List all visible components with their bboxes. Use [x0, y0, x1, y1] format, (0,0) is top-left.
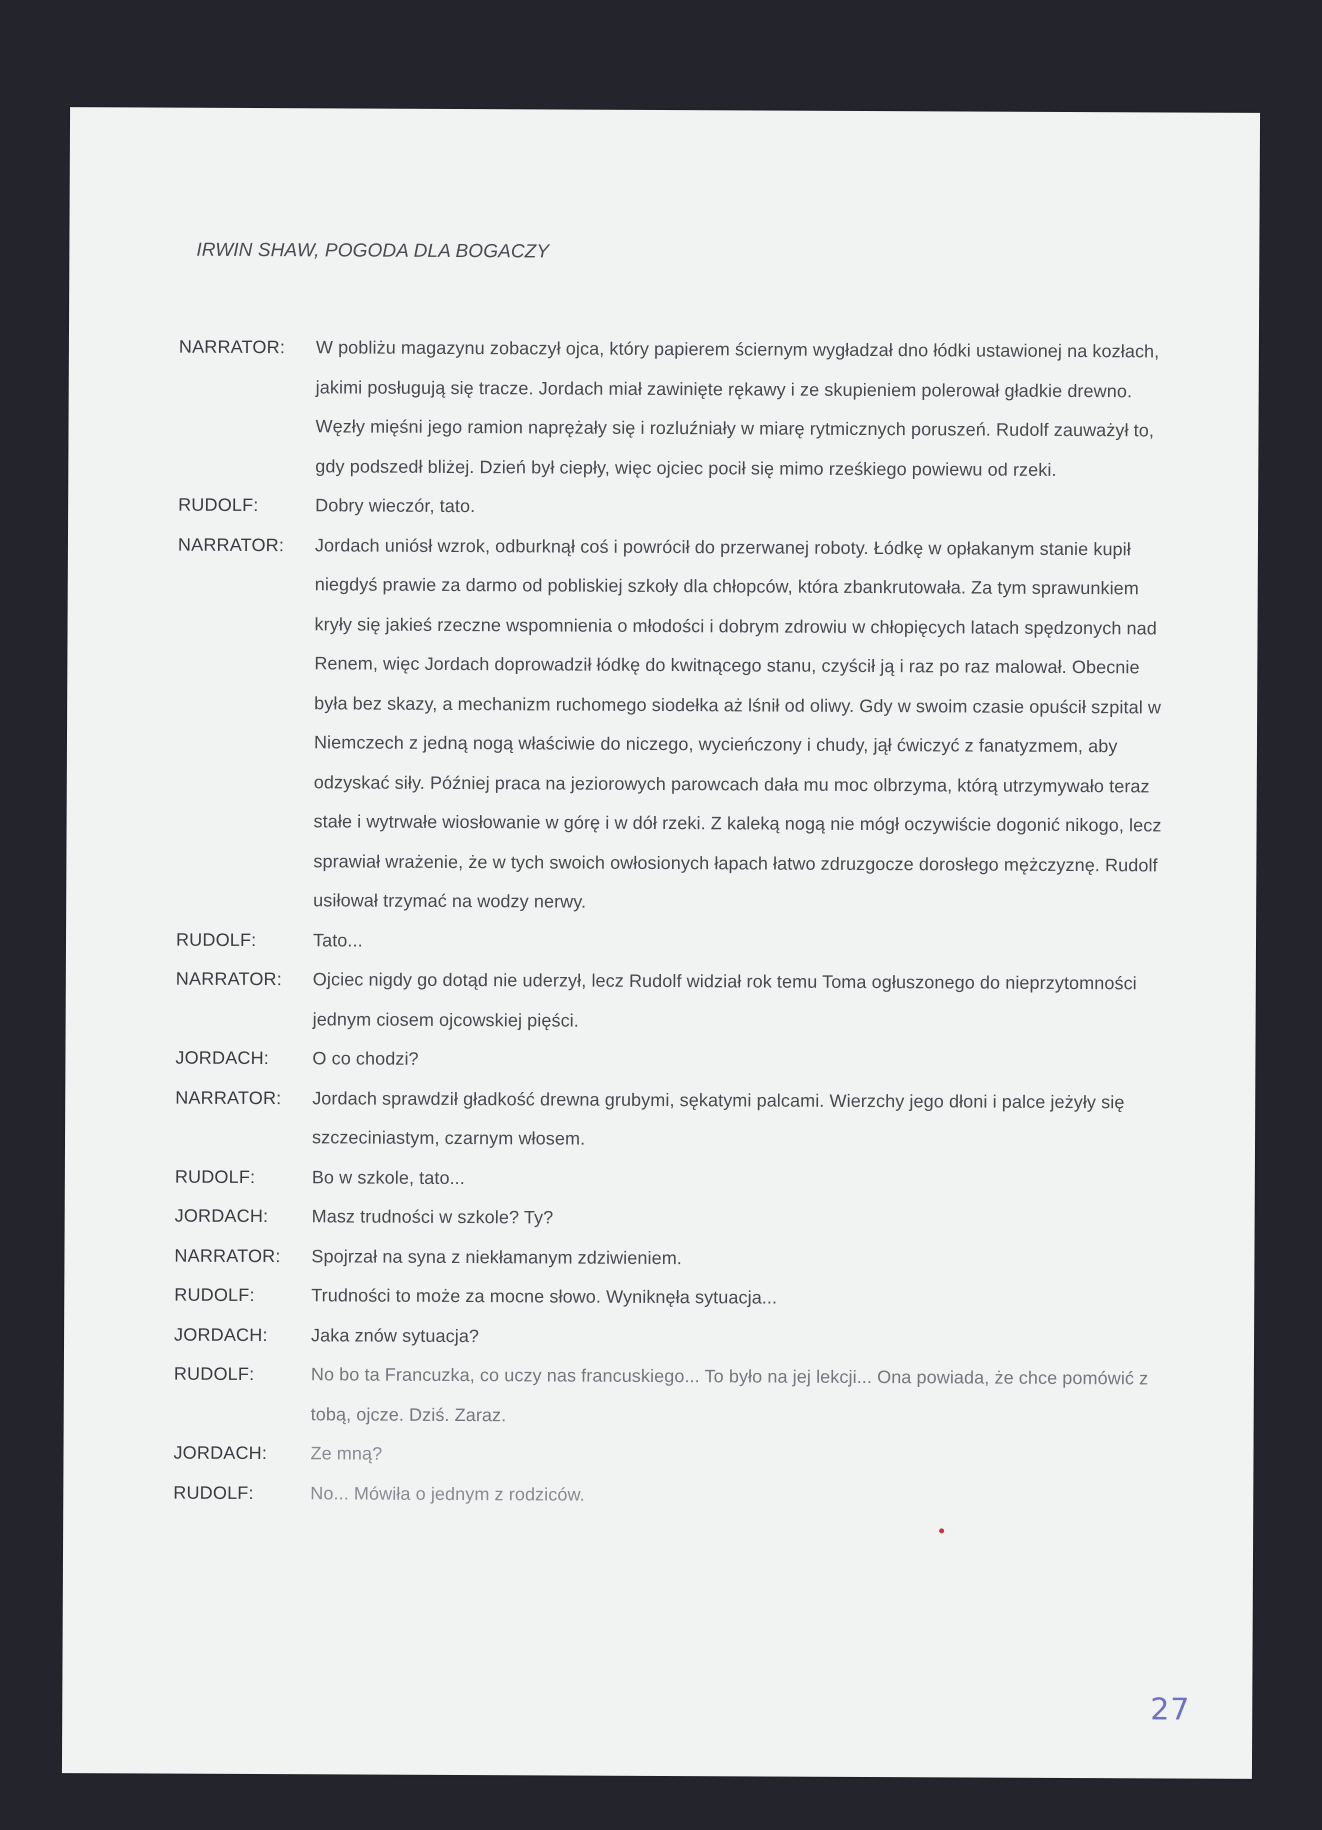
speaker-label: JORDACH:	[175, 1047, 270, 1069]
speech-text: Ze mną?	[310, 1443, 383, 1464]
speech-text: Trudności to może za mocne słowo. Wyniknęła sytuacja...	[311, 1285, 778, 1308]
dialogue-entry	[174, 1315, 1174, 1359]
dialogue-entry	[176, 920, 1176, 964]
dialogue-entry	[175, 1039, 1175, 1083]
speaker-label: JORDACH:	[174, 1324, 268, 1345]
speech-text: Spojrzał na syna z niekłamanym zdziwieniem.	[311, 1245, 682, 1268]
speaker-label: RUDOLF:	[173, 1363, 255, 1385]
speaker-label: NARRATOR:	[174, 1245, 281, 1266]
speech-text: Masz trudności w szkole? Ty?	[311, 1206, 554, 1228]
dialogue-script	[173, 328, 1179, 1518]
dialogue-entry	[175, 1157, 1175, 1201]
speaker-label: RUDOLF:	[178, 494, 259, 516]
speech-text: Jordach sprawdził gładkość drewna grubymi, sękatymi palcami. Wierzchy jego dłoni i palce jeżyły się szczeciniastym, czarnym włosem.	[311, 1087, 1125, 1149]
speech-text: Bo w szkole, tato...	[311, 1166, 465, 1188]
speaker-label: RUDOLF:	[173, 1482, 254, 1503]
paper-sheet	[62, 107, 1260, 1779]
speech-text: No bo ta Francuzka, co uczy nas francuskiego... To było na jej lekcji... Ona powiada, że chce pomówić z tobą, ojcze. Dziś. Zaraz.	[310, 1364, 1149, 1425]
dialogue-entry	[178, 486, 1178, 530]
speaker-label: NARRATOR:	[178, 336, 286, 358]
dialogue-entry	[173, 1434, 1173, 1478]
handwritten-page-number: 27	[1150, 1692, 1191, 1728]
dialogue-entry	[174, 1236, 1174, 1280]
speaker-label: NARRATOR:	[175, 1087, 282, 1108]
speech-text: No... Mówiła o jednym z rodziców.	[310, 1482, 585, 1505]
red-ink-dot	[939, 1528, 944, 1533]
dialogue-entry	[174, 1355, 1174, 1439]
speaker-label: NARRATOR:	[177, 534, 285, 555]
dialogue-entry	[176, 525, 1178, 925]
speech-text: O co chodzi?	[312, 1048, 419, 1069]
dialogue-entry	[173, 1473, 1173, 1517]
speech-text: Ojciec nigdy go dotąd nie uderzył, lecz Rudolf widział rok temu Toma ogłuszonego do nieprzytomności jednym ciosem ojcowskiej pięści.	[312, 969, 1137, 1031]
speaker-label: JORDACH:	[174, 1205, 269, 1227]
dialogue-entry	[178, 328, 1179, 491]
dialogue-entry	[175, 1197, 1175, 1241]
dialogue-entry	[175, 1078, 1175, 1162]
speaker-label: RUDOLF:	[174, 1284, 255, 1306]
speaker-label: RUDOLF:	[174, 1166, 256, 1187]
document-title: IRWIN SHAW, POGODA DLA BOGACZY	[196, 239, 550, 263]
speech-text: W pobliżu magazynu zobaczył ojca, który papierem ściernym wygładzał dno łódki ustawionej na kozłach, jakimi posługują się tracze. Jordach miał zawinięte rękawy i ze skupieniem polerował gładkie drewno. Węzły mięśni jego ramion naprężały się i rozluźniały w miarę rytmicznych poruszeń. Rudolf zauważył to, gdy podszedł bliżej. Dzień był ciepły, więc ojciec pocił się mimo rześkiego powiewu od rzeki.	[315, 337, 1160, 480]
speech-text: Jordach uniósł wzrok, odburknął coś i powrócił do przerwanej roboty. Łódkę w opłakanym stanie kupił niegdyś prawie za darmo od pobliskiej szkoły dla chłopców, która zbankrutowała. Za tym sprawunkiem kryły się jakieś rzeczne wspomnienia o młodości i dobrym zdrowiu w chłopięcych latach spędzonych nad Renem, więc Jordach doprowadził łódkę do kwitnącego stanu, czyścił ją i raz po raz malował. Obecnie była bez skazy, a mechanizm ruchomego siodełka aż lśnił od oliwy. Gdy w swoim czasie opuścił szpital w Niemczech z jedną nogą właściwie do niczego, wycieńczony i chudy, jął ćwiczyć z fanatyzmem, aby odzyskać siły. Później praca na jeziorowych parowcach dała mu moc olbrzyma, którą utrzymywało teraz stałe i wytrwałe wiosłowanie w górę i w dół rzeki. Z kaleką nogą nie mógł oczywiście dogonić nikogo, lecz sprawiał wrażenie, że w tych swoich owłosionych łapach łatwo zdruzgocze dorosłego mężczyznę. Rudolf usiłował trzymać na wodzy nerwy.	[313, 534, 1162, 912]
speaker-label: NARRATOR:	[175, 968, 283, 990]
speech-text: Jaka znów sytuacja?	[311, 1324, 480, 1346]
dialogue-entry	[176, 960, 1176, 1044]
speech-text: Dobry wieczór, tato.	[315, 495, 476, 517]
dialogue-entry	[174, 1276, 1174, 1320]
speech-text: Tato...	[312, 929, 363, 951]
speaker-label: RUDOLF:	[175, 929, 257, 950]
speaker-label: JORDACH:	[173, 1442, 268, 1464]
